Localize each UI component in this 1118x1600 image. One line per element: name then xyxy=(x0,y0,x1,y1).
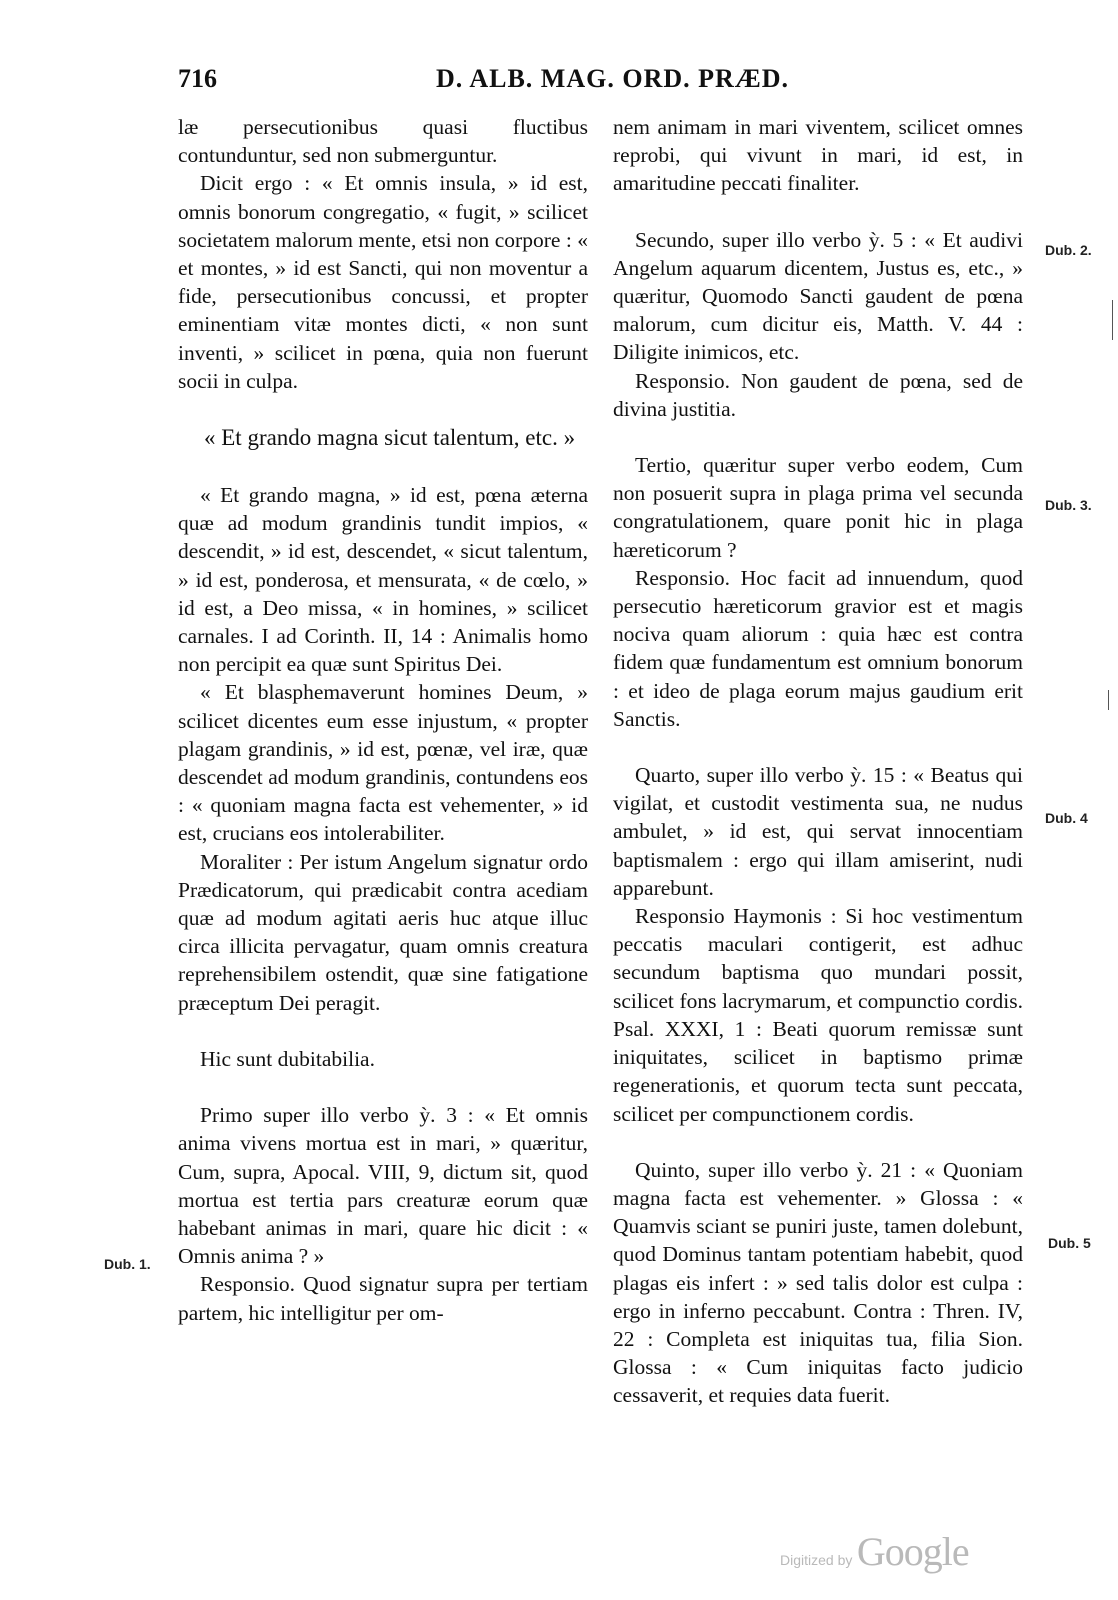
paragraph: Primo super illo verbo ỳ. 3 : « Et omnis anima vivens mortua est in mari, » quæritur, Cum, supra, Apocal. VIII, 9, dictum sit, quod mortua est tertia pars creaturæ eorum quæ habebant animas in mari, quare hic dicit : « Omnis anima ? » xyxy=(178,1103,588,1269)
google-logo: Google xyxy=(856,1529,969,1574)
paragraph: Responsio. Non gaudent de pœna, sed de divina justitia. xyxy=(613,368,1023,421)
right-column xyxy=(613,113,1023,1410)
page-number: 716 xyxy=(178,64,217,93)
margin-note-dub-2: Dub. 2. xyxy=(1045,242,1092,258)
paragraph: Responsio Haymonis : Si hoc vestimentum peccatis maculari contigerit, est adhuc secundum baptisma quo mundari possit, scilicet fons lacrymarum, et compunctio cordis. Psal. XXXI, 1 : Beati quorum remissæ sunt iniquitates, scilicet in baptismo primæ regenerationis, et quorum tecta sunt peccata, scilicet per compunctionem cordis. xyxy=(613,904,1023,1126)
paragraph: nem animam in mari viventem, scilicet omnes reprobi, qui vivunt in mari, id est, in amaritudine peccati finaliter. xyxy=(613,115,1023,196)
margin-note-dub-5: Dub. 5 xyxy=(1048,1235,1091,1251)
paragraph: Secundo, super illo verbo ỳ. 5 : « Et audivi Angelum aquarum dicentem, Justus es, etc., » quæritur, Quomodo Sancti gaudent de pœna malorum, cum dicitur eis, Matth. V. 44 : Diligite inimicos, etc. xyxy=(613,227,1023,365)
watermark-prefix: Digitized by xyxy=(780,1552,853,1568)
paragraph: « Et grando magna, » id est, pœna æterna quæ ad modum grandinis tundit impios, « descendit, » id est, descendet, « sicut talentum, » id est, ponderosa, et mensurata, « de cœlo, » id est, a Deo missa, « in homines, » scilicet carnales. I ad Corinth. II, 14 : Animalis homo non percipit ea quæ sunt Spiritus Dei. xyxy=(178,483,588,677)
margin-note-dub-1: Dub. 1. xyxy=(104,1256,151,1272)
paragraph: « Et blasphemaverunt homines Deum, » scilicet dicentes eum esse injustum, « propter plagam grandinis, » id est, pœnæ, vel iræ, quæ descendet ad modum grandinis, contundens eos : « quoniam magna facta est vehementer, » id est, crucians eos intolerabiliter. xyxy=(178,680,588,846)
running-title: D. ALB. MAG. ORD. PRÆD. xyxy=(436,64,790,93)
margin-note-dub-3: Dub. 3. xyxy=(1045,497,1092,513)
paragraph: Moraliter : Per istum Angelum signatur ordo Prædicatorum, qui prædicabit contra acediam quæ ad modum agitati aeris huc atque illuc circa illicita pervagatur, quam omnis creatura reprehensibilem ostendit, quæ sine fatigatione præceptum Dei peragit. xyxy=(178,849,588,1015)
paragraph: læ persecutionibus quasi fluctibus contunduntur, sed non submerguntur. xyxy=(178,115,588,168)
paragraph: Responsio. Quod signatur supra per tertiam partem, hic intelligitur per om- xyxy=(178,1272,588,1325)
margin-note-dub-4: Dub. 4 xyxy=(1045,810,1088,826)
digitized-watermark xyxy=(780,1528,969,1575)
section-heading: Hic sunt dubitabilia. xyxy=(200,1046,375,1071)
lemma: « Et grando magna sicut talentum, etc. » xyxy=(204,425,576,451)
scan-mark xyxy=(1112,300,1113,340)
paragraph: Responsio. Hoc facit ad innuendum, quod persecutio hæreticorum gravior est et magis nociva quam aliorum : quia hæc est contra fidem quæ fundamentum est omnium bonorum : et ideo de plaga eorum majus gaudium erit Sanctis. xyxy=(613,565,1023,731)
paragraph: Quinto, super illo verbo ỳ. 21 : « Quoniam magna facta est vehementer. » Glossa : « Quamvis sciant se puniri juste, tamen dolebunt, quod Dominus tantam potentiam habebit, quod plagas eis infert : » sed talis dolor est culpa : ergo in inferno peccabunt. Contra : Thren. IV, 22 : Completa est iniquitas tua, filia Sion. Glossa : « Cum iniquitas facto judicio cessaverit, et requies data fuerit. xyxy=(613,1157,1023,1408)
paragraph: Tertio, quæritur super verbo eodem, Cum non posuerit supra in plaga prima vel secunda congratulationem, quare ponit hic in plaga hæreticorum ? xyxy=(613,453,1023,562)
scan-mark xyxy=(1108,690,1109,710)
paragraph: Quarto, super illo verbo ỳ. 15 : « Beatus qui vigilat, et custodit vestimenta sua, ne nudus ambulet, » id est, qui servat innocentiam baptismalem : ergo qui illam amiserint, nudi apparebunt. xyxy=(613,763,1023,900)
left-column xyxy=(178,113,588,1327)
paragraph: Dicit ergo : « Et omnis insula, » id est, omnis bonorum congregatio, « fugit, » scilicet societatem malorum mente, etsi non corpore : « et montes, » id est Sancti, qui non moventur a fide, persecutionibus concussi, et propter eminentiam vitæ montes dicti, « non sunt inventi, » scilicet in pœna, quia non fuerunt socii in culpa. xyxy=(178,171,588,393)
